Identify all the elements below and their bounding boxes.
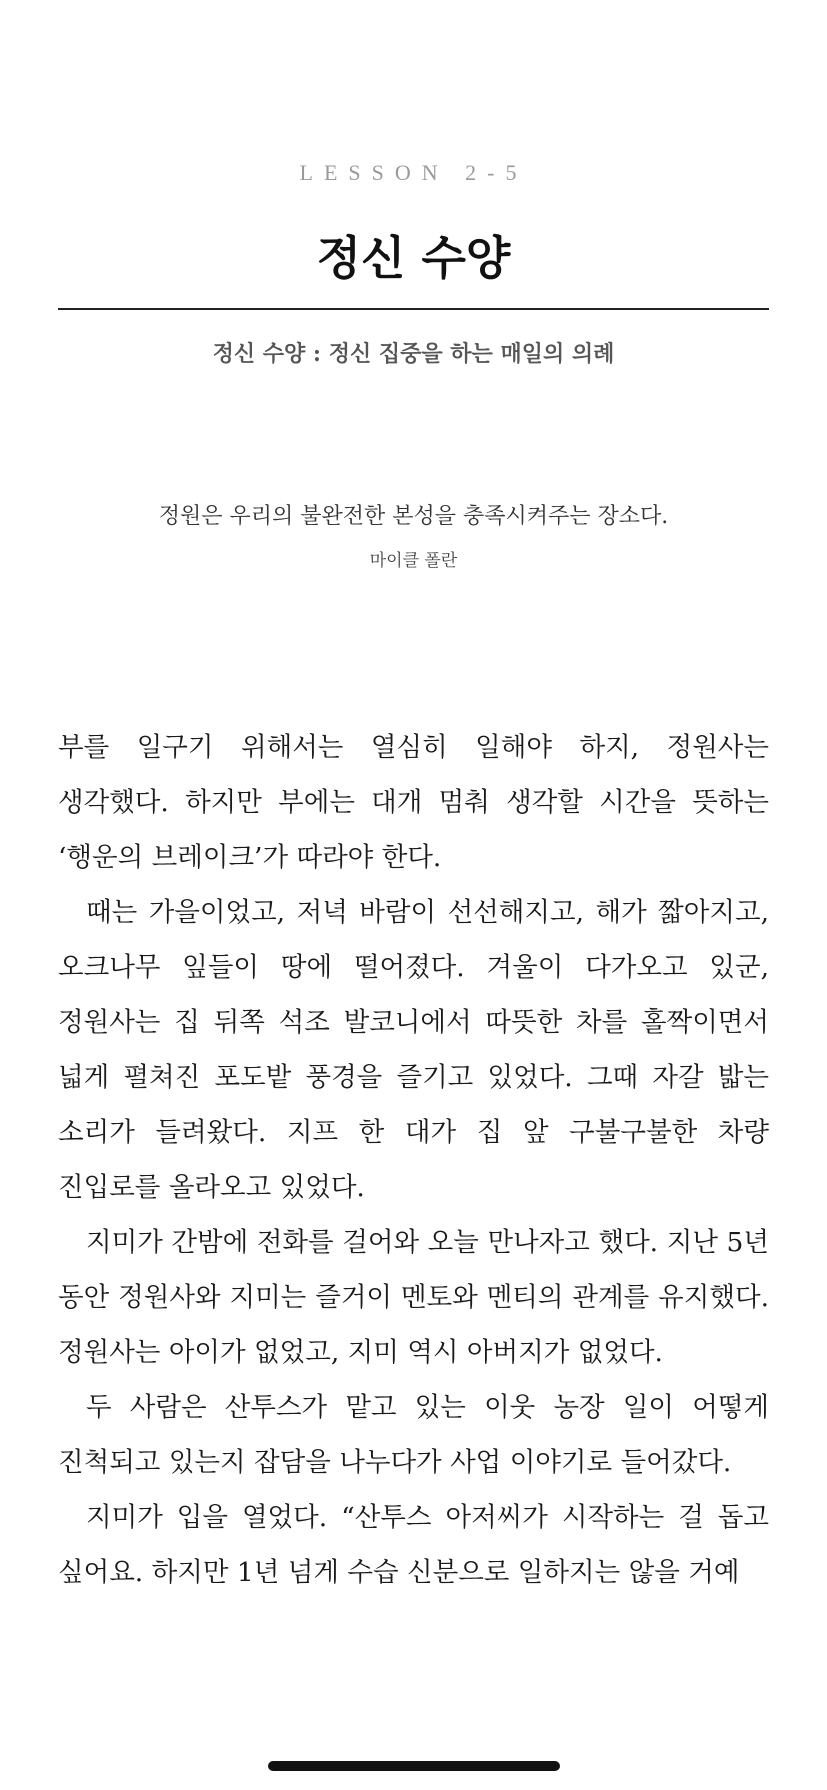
body-text — [58, 720, 769, 1600]
title-divider — [58, 308, 769, 310]
home-indicator[interactable] — [268, 1761, 560, 1771]
paragraph: 두 사람은 산투스가 맡고 있는 이웃 농장 일이 어떻게 진척되고 있는지 잡담을 나누다가 사업 이야기로 들어갔다. — [58, 1392, 769, 1478]
epigraph-quote: 정원은 우리의 불완전한 본성을 충족시켜주는 장소다. — [158, 504, 669, 529]
epigraph-author: 마이클 폴란 — [369, 551, 458, 571]
chapter-title: 정신 수양 — [316, 231, 511, 285]
paragraph: 때는 가을이었고, 저녁 바람이 선선해지고, 해가 짧아지고, 오크나무 잎들이 땅에 떨어졌다. 겨울이 다가오고 있군, 정원사는 집 뒤쪽 석조 발코니에서 따뜻한 차를 홀짝이면서 넓게 펼쳐진 포도밭 풍경을 즐기고 있었다. 그때 자갈 밟는 소리가 들려왔다. 지프 한 대가 집 앞 구불구불한 차량 진입로를 올라오고 있었다. — [58, 897, 769, 1203]
chapter-subtitle: 정신 수양 : 정신 집중을 하는 매일의 의례 — [212, 341, 615, 367]
lesson-label: LESSON 2-5 — [299, 160, 528, 185]
paragraph: 지미가 입을 열었다. “산투스 아저씨가 시작하는 걸 돕고 싶어요. 하지만 1년 넘게 수습 신분으로 일하지는 않을 거예 — [58, 1502, 769, 1588]
epigraph — [0, 499, 827, 573]
paragraph: 지미가 간밤에 전화를 걸어와 오늘 만나자고 했다. 지난 5년 동안 정원사와 지미는 즐거이 멘토와 멘티의 관계를 유지했다. 정원사는 아이가 없었고, 지미 역시 아버지가 없었다. — [58, 1227, 769, 1368]
paragraph: 부를 일구기 위해서는 열심히 일해야 하지, 정원사는 생각했다. 하지만 부에는 대개 멈춰 생각할 시간을 뜻하는 ‘행운의 브레이크’가 따라야 한다. — [58, 732, 769, 873]
